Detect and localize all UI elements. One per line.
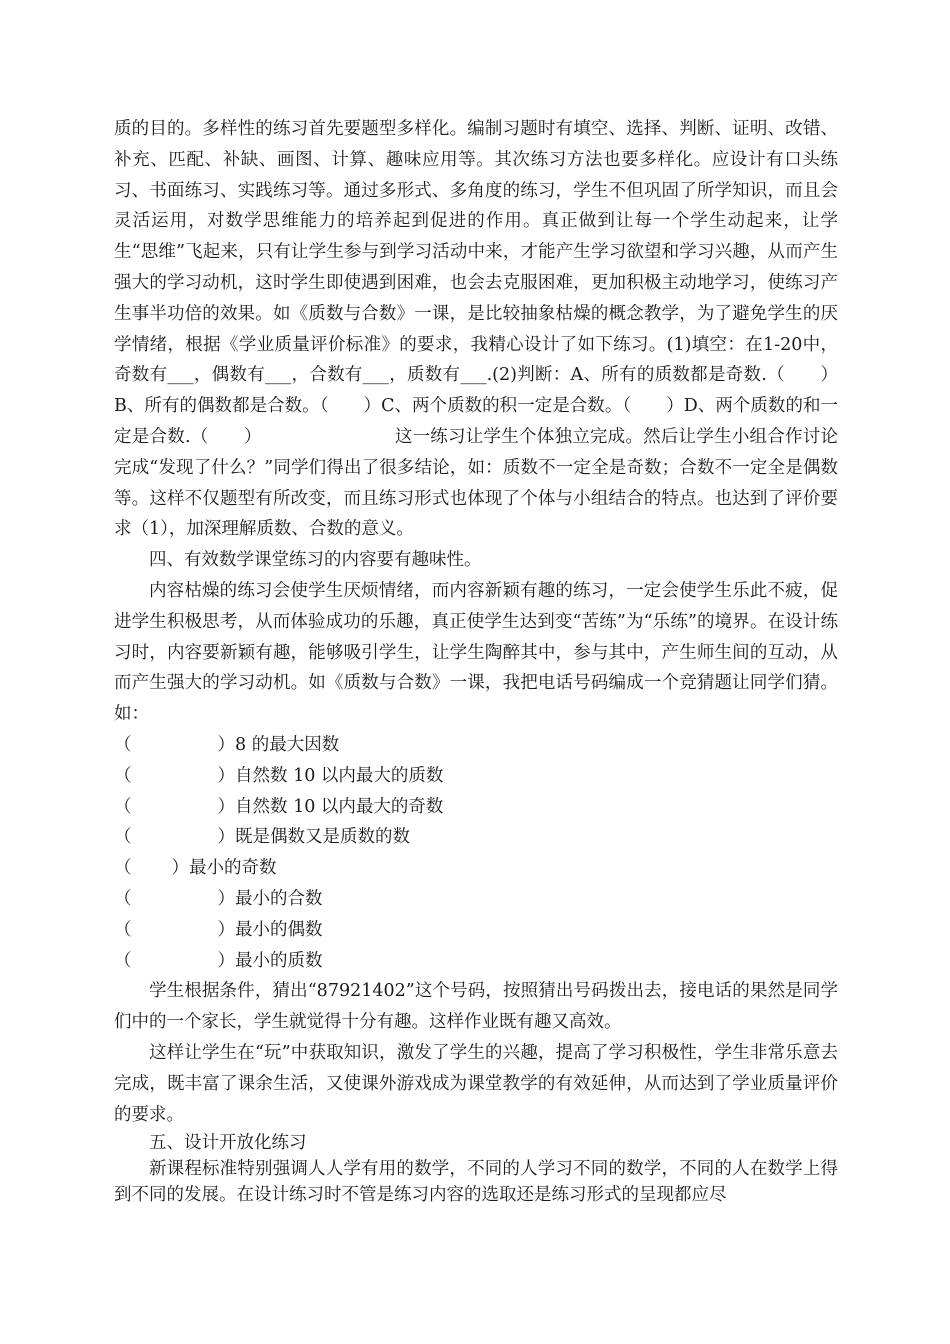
open-paren: （ bbox=[114, 796, 132, 817]
open-paren: （ bbox=[114, 858, 132, 879]
close-paren: ） bbox=[217, 919, 235, 940]
close-paren: ） bbox=[171, 858, 189, 879]
quiz-item bbox=[114, 822, 838, 853]
quiz-clue: 最小的偶数 bbox=[235, 919, 323, 940]
paragraph-phone-number-result: 学生根据条件，猜出“87921402”这个号码，按照猜出号码拨出去，接电话的果然是同学们中的一个家长，学生就觉得十分有趣。这样作业既有趣又高效。 bbox=[114, 981, 838, 1033]
open-paren: （ bbox=[114, 919, 132, 940]
close-paren: ） bbox=[217, 734, 235, 755]
open-paren: （ bbox=[114, 734, 132, 755]
close-paren: ） bbox=[217, 827, 235, 848]
section-heading-four: 四、有效数学课堂练习的内容要有趣味性。 bbox=[149, 550, 482, 571]
quiz-clue: 8 的最大因数 bbox=[235, 734, 340, 755]
quiz-item bbox=[114, 761, 838, 792]
paragraph-learning-through-play: 这样让学生在“玩”中获取知识，激发了学生的兴趣，提高了学习积极性，学生非常乐意去完成，既丰富了课余生活，又使课外游戏成为课堂教学的有效延伸，从而达到了学业质量评价的要求。 bbox=[114, 1042, 838, 1125]
quiz-list bbox=[114, 730, 838, 976]
section-heading-five: 五、设计开放化练习 bbox=[149, 1133, 307, 1154]
quiz-clue: 最小的质数 bbox=[235, 950, 323, 971]
quiz-clue: 最小的奇数 bbox=[189, 858, 277, 879]
close-paren: ） bbox=[217, 950, 235, 971]
quiz-item bbox=[114, 853, 838, 884]
quiz-clue: 自然数 10 以内最大的奇数 bbox=[235, 796, 444, 817]
open-paren: （ bbox=[114, 827, 132, 848]
quiz-item bbox=[114, 946, 838, 977]
quiz-item bbox=[114, 884, 838, 915]
close-paren: ） bbox=[217, 796, 235, 817]
quiz-clue: 自然数 10 以内最大的质数 bbox=[235, 765, 444, 786]
paragraph-exercise-diversity: 质的目的。多样性的练习首先要题型多样化。编制习题时有填空、选择、判断、证明、改错、补充、匹配、补缺、画图、计算、趣味应用等。其次练习方法也要多样化。应设计有口头练习、书面练习、实践练习等。通过多形式、多角度的练习，学生不但巩固了所学知识，而且会灵活运用，对数学思维能力的培养起到促进的作用。真正做到让每一个学生动起来，让学生“思维”飞起来，只有让学生参与到学习活动中来，才能产生学习欲望和学习兴趣，从而产生强大的学习动机，这时学生即使遇到困难，也会去克服困难，更加积极主动地学习，使练习产生事半功倍的效果。如《质数与合数》一课，是比较抽象枯燥的概念教学，为了避免学生的厌学情绪，根据《学业质量评价标准》的要求，我精心设计了如下练习。(1)填空：在1-20中，奇数有___，偶数有___，合数有___，质数有___.(2)判断：A、所有的质数都是奇数.（ ）B、所有的偶数都是合数。（ ）C、两个质数的积一定是合数。（ ）D、两个质数的和一定是合数.（ ） 这一练习让学生个体独立完成。然后让学生小组合作讨论完成“发现了什么？”同学们得出了很多结论，如：质数不一定全是奇数；合数不一定全是偶数等。这样不仅题型有所改变，而且练习形式也体现了个体与小组结合的特点。也达到了评价要求（1），加深理解质数、合数的意义。 bbox=[114, 119, 838, 540]
document-page bbox=[114, 114, 838, 1208]
paragraph-interesting-content: 内容枯燥的练习会使学生厌烦情绪，而内容新颖有趣的练习，一定会使学生乐此不疲，促进学生积极思考，从而体验成功的乐趣，真正使学生达到变“苦练”为“乐练”的境界。在设计练习时，内容要新颖有趣，能够吸引学生，让学生陶醉其中，参与其中，产生师生间的互动，从而产生强大的学习动机。如《质数与合数》一课，我把电话号码编成一个竞猜题让同学们猜。如： bbox=[114, 580, 838, 725]
close-paren: ） bbox=[217, 765, 235, 786]
quiz-item bbox=[114, 915, 838, 946]
quiz-item bbox=[114, 792, 838, 823]
open-paren: （ bbox=[114, 888, 132, 909]
paragraph-open-exercises: 新课程标准特别强调人人学有用的数学，不同的人学习不同的数学，不同的人在数学上得到不同的发展。在设计练习时不管是练习内容的选取还是练习形式的呈现都应尽 bbox=[114, 1159, 838, 1206]
quiz-clue: 既是偶数又是质数的数 bbox=[235, 827, 410, 848]
quiz-item bbox=[114, 730, 838, 761]
open-paren: （ bbox=[114, 765, 132, 786]
close-paren: ） bbox=[217, 888, 235, 909]
open-paren: （ bbox=[114, 950, 132, 971]
quiz-clue: 最小的合数 bbox=[235, 888, 323, 909]
